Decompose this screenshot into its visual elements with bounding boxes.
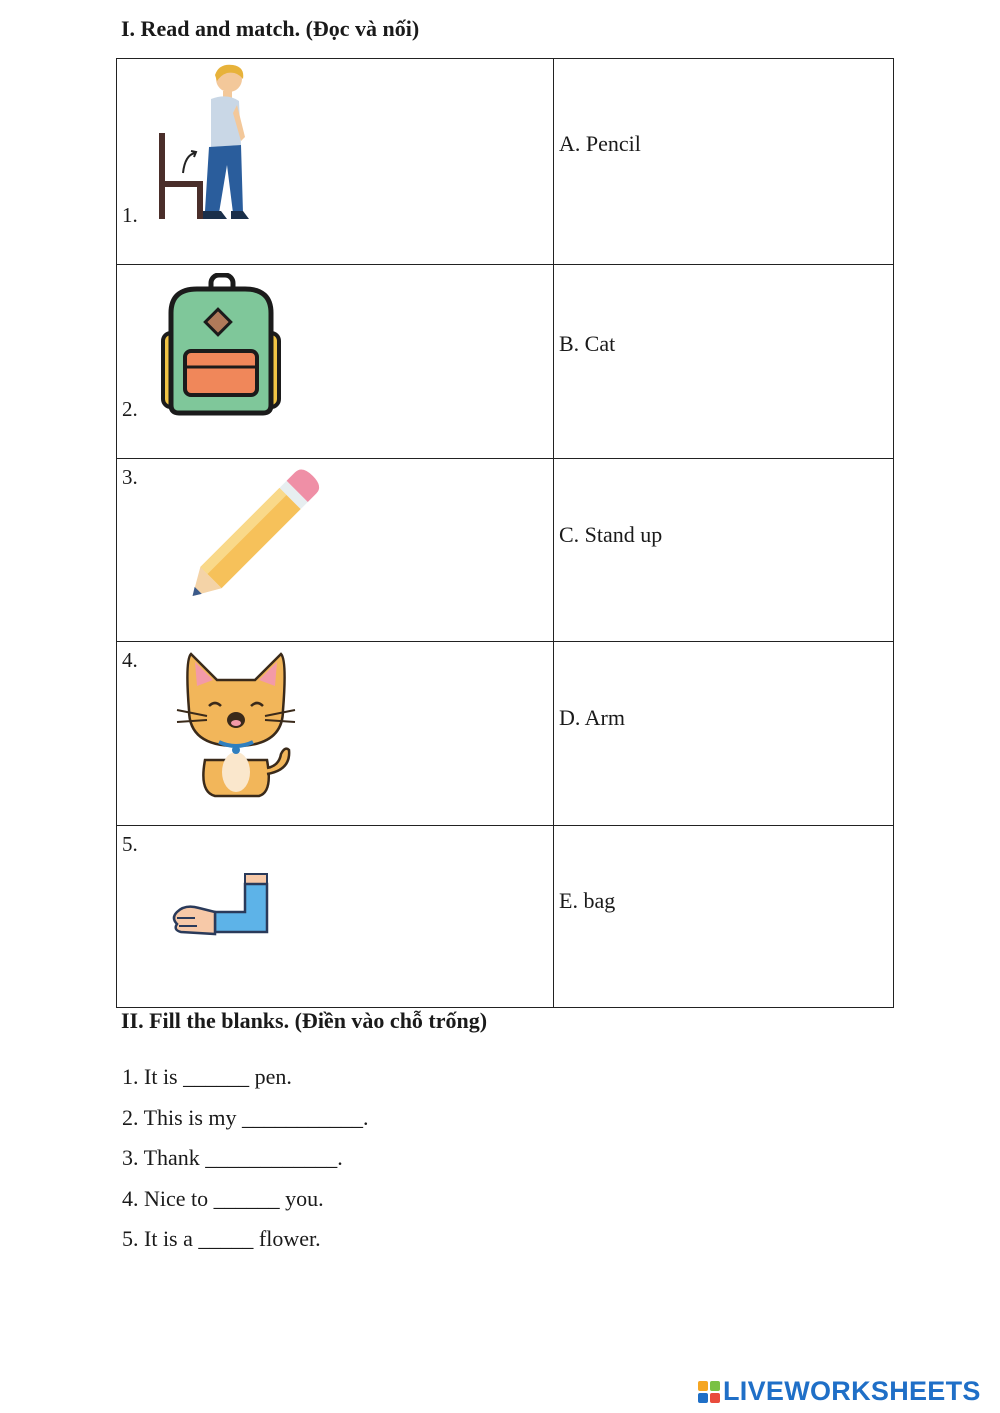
logo-text: LIVEWORKSHEETS [723,1376,981,1406]
item-number: 4. [122,648,138,672]
answer-cell-3 [554,459,894,642]
item-number: 2. [122,397,138,421]
logo-mark-icon [698,1381,720,1403]
item-number: 1. [122,203,138,227]
list-item: 1. It is ______ pen. [122,1064,292,1089]
picture-cell-5 [117,826,554,1008]
pencil-icon [157,465,337,621]
section-2-title: II. Fill the blanks. (Điền vào chỗ trống) [121,1008,488,1033]
list-item: 3. Thank ____________. [122,1145,343,1170]
table-row [117,265,894,459]
picture-cell-3 [117,459,554,642]
backpack-icon [161,273,281,417]
answer-cell-1 [554,59,894,265]
liveworksheets-logo [698,1376,981,1407]
arm-icon [169,872,277,942]
table-row [117,826,894,1008]
matching-table [116,58,894,1008]
list-item: 4. Nice to ______ you. [122,1185,324,1211]
answer-option: C. Stand up [559,522,663,547]
list-item: 2. This is my ___________. [122,1104,369,1130]
picture-cell-2 [117,265,554,459]
answer-cell-5 [554,826,894,1008]
item-number: 3. [122,465,138,489]
answer-cell-2 [554,265,894,459]
cat-icon [175,650,297,800]
table-row [117,459,894,642]
item-number: 5. [122,832,138,856]
picture-cell-4 [117,642,554,826]
answer-option: A. Pencil [559,131,641,156]
fill-blanks-list [122,1062,369,1265]
answer-option: D. Arm [559,705,625,730]
answer-option: E. bag [559,888,616,913]
answer-option: B. Cat [559,331,616,356]
table-row [117,642,894,826]
picture-cell-1 [117,59,554,265]
list-item: 5. It is a _____ flower. [122,1226,321,1251]
table-row [117,59,894,265]
answer-cell-4 [554,642,894,826]
section-1-title: I. Read and match. (Đọc và nối) [121,16,420,41]
stand-up-icon [145,63,257,225]
